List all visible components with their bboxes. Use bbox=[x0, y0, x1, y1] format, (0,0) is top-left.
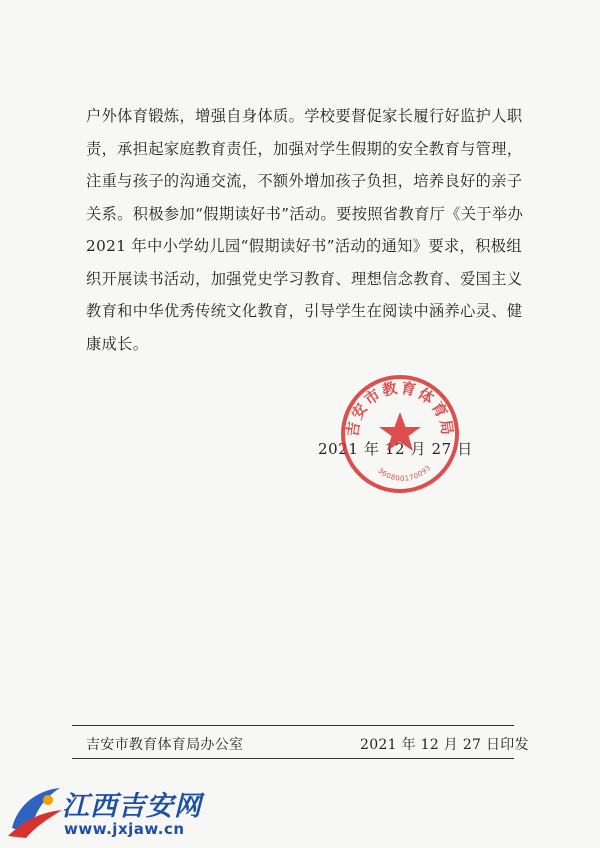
site-logo-icon bbox=[4, 782, 64, 840]
body-text bbox=[86, 100, 526, 360]
svg-text:360800170093 bbox=[376, 464, 432, 483]
site-watermark bbox=[4, 782, 224, 842]
site-url: www.jxjaw.cn bbox=[64, 820, 185, 838]
seal-code: 360800170093 bbox=[376, 463, 433, 483]
footer-bottom-rule bbox=[72, 758, 514, 759]
body-paragraph: 户外体育锻炼，增强自身体质。学校要督促家长履行好监护人职责，承担起家庭教育责任，加强对学生假期的安全教育与管理，注重与孩子的沟通交流，不额外增加孩子负担，培养良好的亲子关系。积极参加“假期读好书”活动。要按照省教育厅《关于举办 2021 年中小学幼儿园“假期读好书”活动的通知》要求，积极组织开展读书活动，加强党史学习教育、理想信念教育、爱国主义教育和中华优秀传统文化教育，引导学生在阅读中涵养心灵、健康成长。 bbox=[86, 107, 524, 353]
footer-issuer: 吉安市教育体育局办公室 bbox=[86, 737, 244, 753]
official-seal-icon bbox=[338, 372, 462, 496]
footer-top-rule bbox=[72, 725, 514, 726]
seal-text: 吉安市教育体育局 bbox=[343, 378, 457, 438]
footer-issue-date: 2021 年 12 月 27 日印发 bbox=[360, 737, 529, 753]
signature-date: 2021 年 12 月 27 日 bbox=[318, 440, 473, 458]
site-name: 江西吉安网 bbox=[62, 791, 202, 822]
